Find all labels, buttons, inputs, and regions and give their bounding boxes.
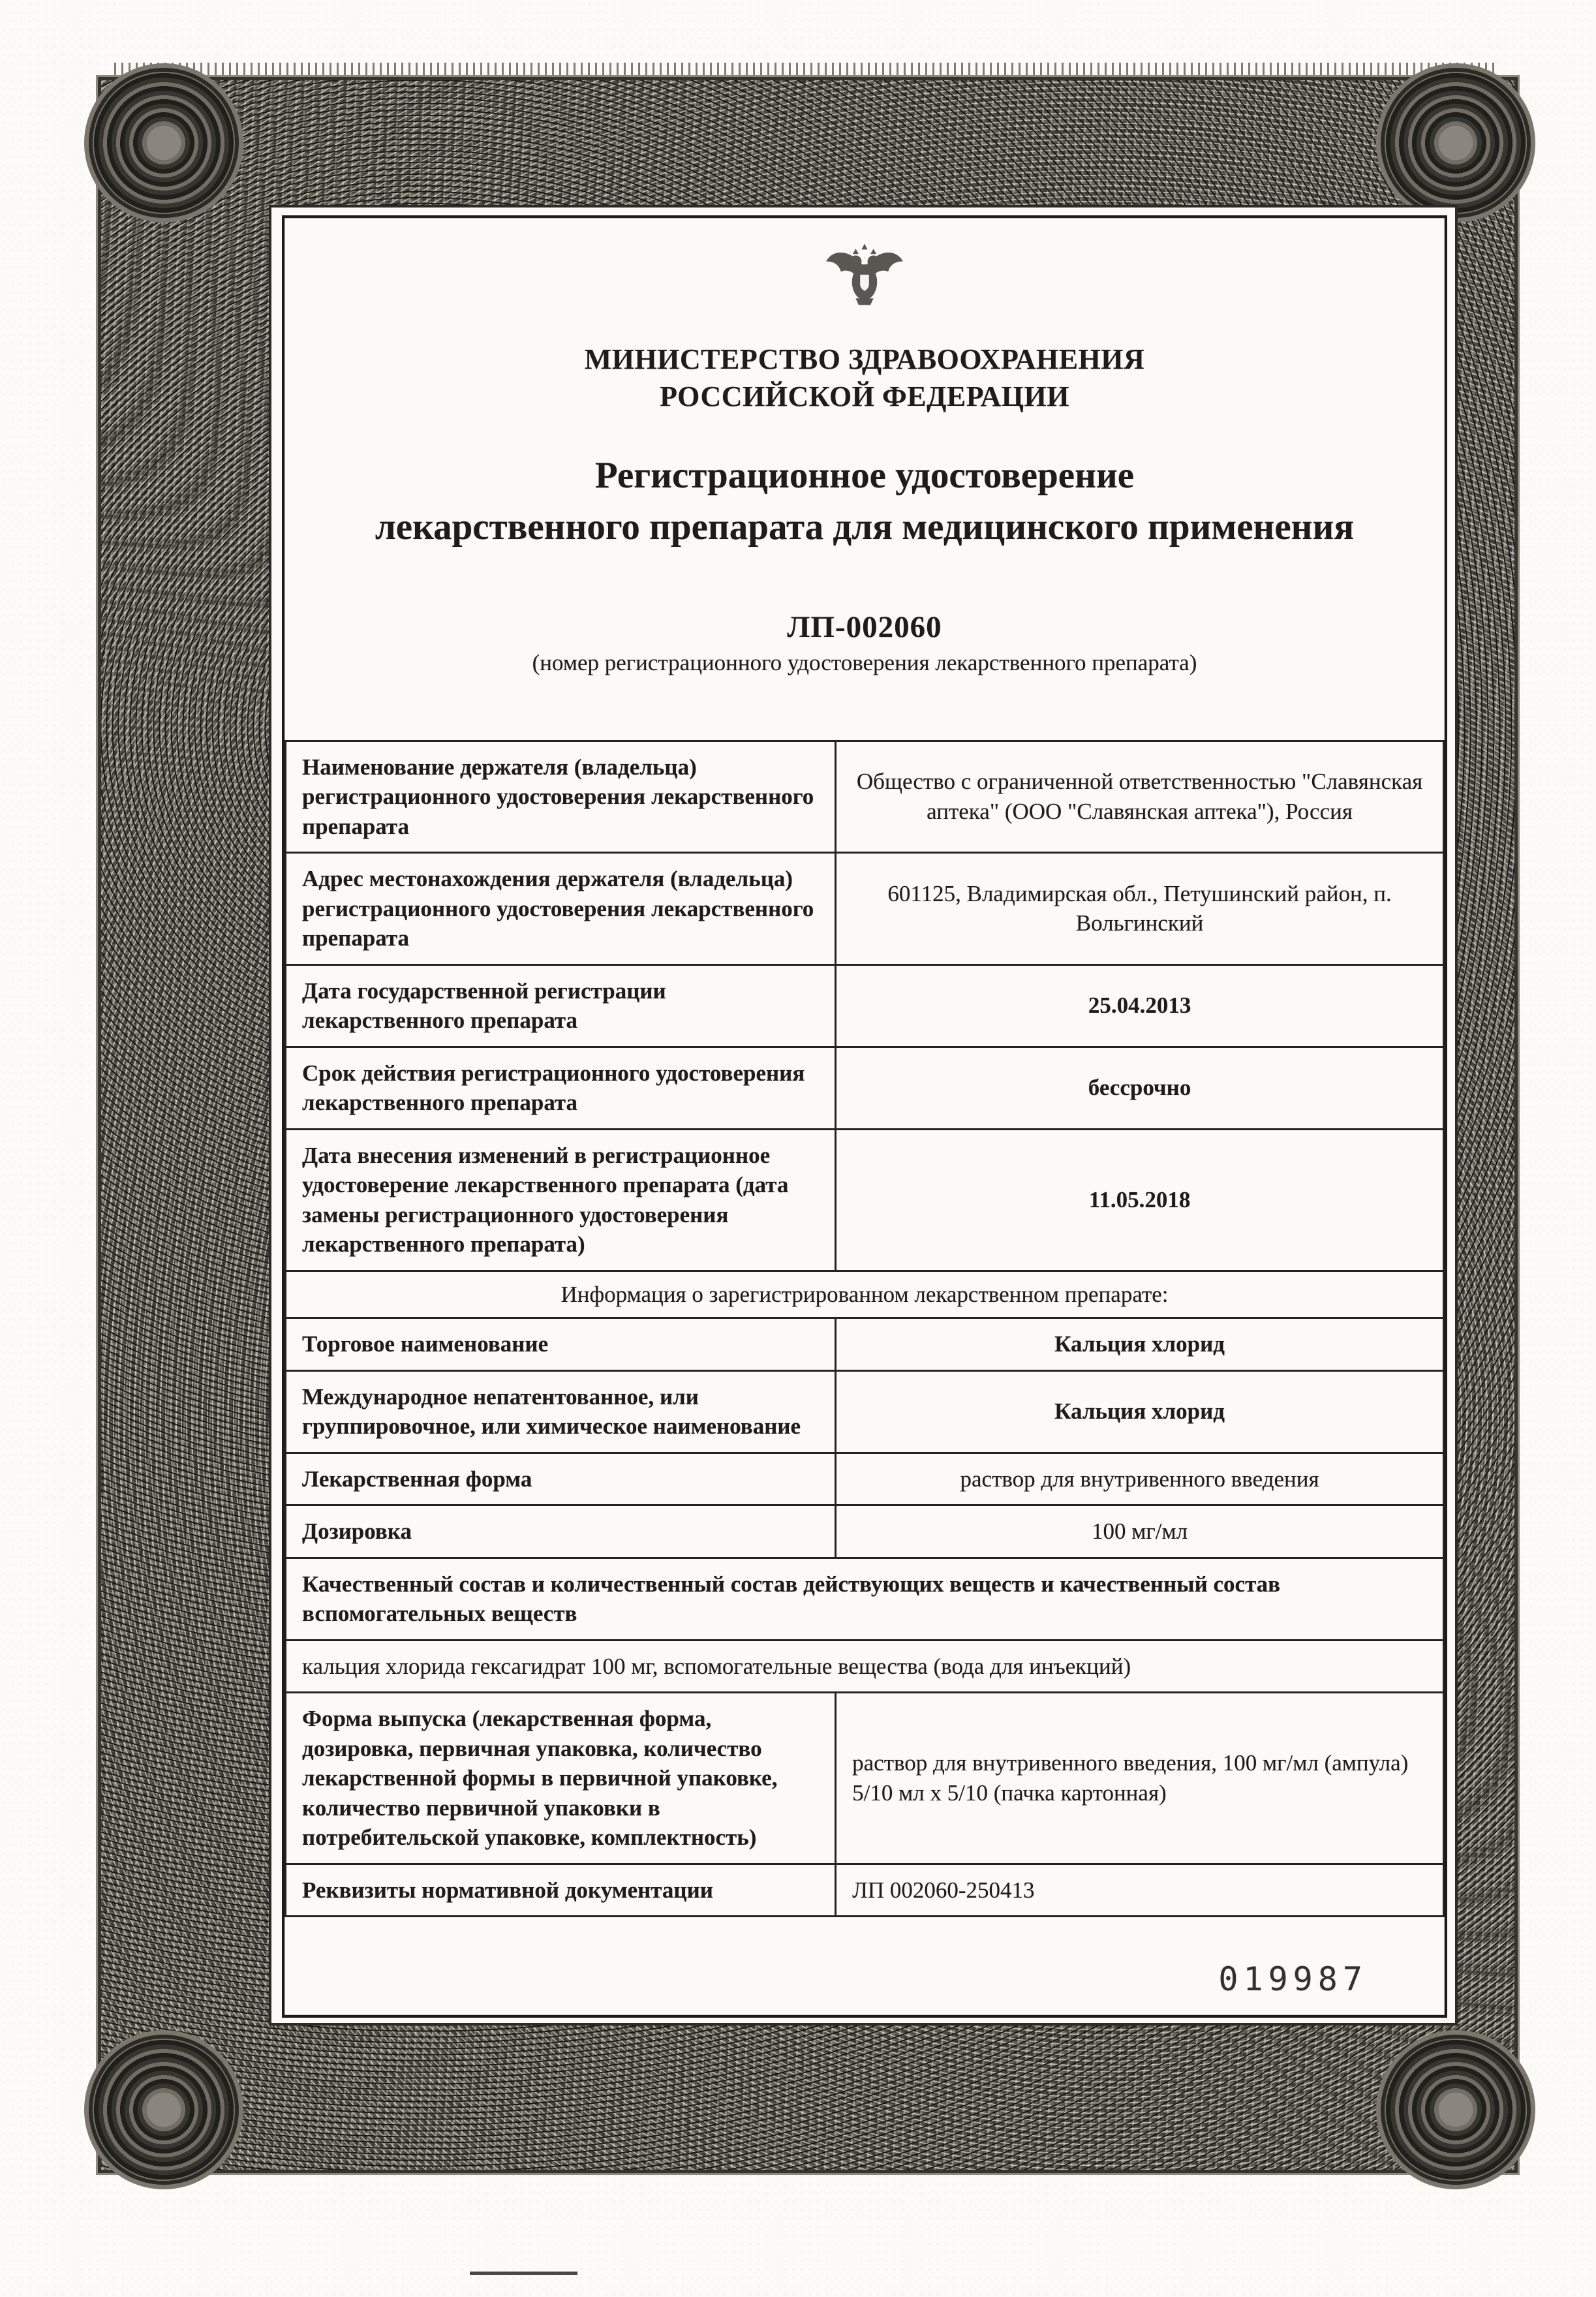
table-row-validity [286,1047,1444,1129]
inn-value: Кальция хлорид [836,1370,1444,1453]
registration-number: ЛП-002060 [787,609,942,644]
scan-perforation-marks [114,63,1498,76]
serial-number: 019987 [1218,1960,1368,1998]
inn-label: Международное непатентованное, или группировочное, или химическое наименование [286,1370,836,1453]
trade-name-value: Кальция хлорид [836,1318,1444,1371]
title-line-1: Регистрационное удостоверение [594,455,1135,497]
info-section-header: Информация о зарегистрированном лекарственном препарате: [286,1271,1444,1318]
table-row-amendment-date [286,1129,1444,1271]
document-title [284,450,1445,553]
validity-value: бессрочно [836,1047,1444,1129]
dose-value: 100 мг/мл [836,1505,1444,1558]
certificate-sheet [282,215,1447,2018]
dose-label: Дозировка [286,1505,836,1558]
registration-number-caption: (номер регистрационного удостоверения лекарственного препарата) [532,649,1197,675]
amendment-date-label: Дата внесения изменений в регистрационное удостоверение лекарственного препарата (дата замены регистрационного удостоверения лекарственного препарата) [286,1129,836,1271]
table-row-info-header [286,1271,1444,1318]
scan-artifact-line [470,2272,577,2275]
address-label: Адрес местонахождения держателя (владельца) регистрационного удостоверения лекарственного препарата [286,853,836,965]
dosage-form-label: Лекарственная форма [286,1453,836,1505]
corner-medallion-icon [93,72,235,214]
table-row-trade-name [286,1318,1444,1371]
validity-label: Срок действия регистрационного удостоверения лекарственного препарата [286,1047,836,1129]
corner-medallion-icon [93,2039,235,2181]
composition-header: Качественный состав и количественный состав действующих веществ и качественный состав вспомогательных веществ [286,1558,1444,1640]
holder-label: Наименование держателя (владельца) регистрационного удостоверения лекарственного препарата [286,741,836,853]
table-row-holder [286,741,1444,853]
ministry-line-2: РОССИЙСКОЙ ФЕДЕРАЦИИ [660,380,1069,413]
corner-medallion-icon [1385,72,1527,214]
table-row-address [286,853,1444,965]
ministry-heading [284,341,1445,415]
table-row-composition-header [286,1558,1444,1640]
table-row-dose [286,1505,1444,1558]
table-row-composition-value [286,1640,1444,1693]
title-line-2: лекарственного препарата для медицинского применения [375,506,1355,548]
registration-date-label: Дата государственной регистрации лекарственного препарата [286,964,836,1047]
amendment-date-value: 11.05.2018 [836,1129,1444,1271]
dosage-form-value: раствор для внутривенного введения [836,1453,1444,1505]
holder-value: Общество с ограниченной ответственностью "Славянская аптека" (ООО "Славянская аптека"), Россия [836,741,1444,853]
registration-details-table [284,740,1445,1918]
normative-docs-value: ЛП 002060-250413 [836,1864,1444,1917]
release-form-label: Форма выпуска (лекарственная форма, дозировка, первичная упаковка, количество лекарственной формы в первичной упаковке, количество первичной упаковки в потребительской упаковке, комплектность) [286,1693,836,1864]
registration-date-value: 25.04.2013 [836,964,1444,1047]
table-row-inn [286,1370,1444,1453]
table-row-registration-date [286,964,1444,1047]
corner-medallion-icon [1385,2039,1527,2181]
release-form-value: раствор для внутривенного введения, 100 мг/мл (ампула) 5/10 мл х 5/10 (пачка картонная) [836,1693,1444,1864]
trade-name-label: Торговое наименование [286,1318,836,1371]
table-row-release-form [286,1693,1444,1864]
table-row-dosage-form [286,1453,1444,1505]
table-row-normative-docs [286,1864,1444,1917]
composition-value: кальция хлорида гексагидрат 100 мг, вспомогательные вещества (вода для инъекций) [286,1640,1444,1693]
normative-docs-label: Реквизиты нормативной документации [286,1864,836,1917]
coat-of-arms-icon [816,236,913,325]
ministry-line-1: МИНИСТЕРСТВО ЗДРАВООХРАНЕНИЯ [584,343,1145,375]
address-value: 601125, Владимирская обл., Петушинский район, п. Вольгинский [836,853,1444,965]
